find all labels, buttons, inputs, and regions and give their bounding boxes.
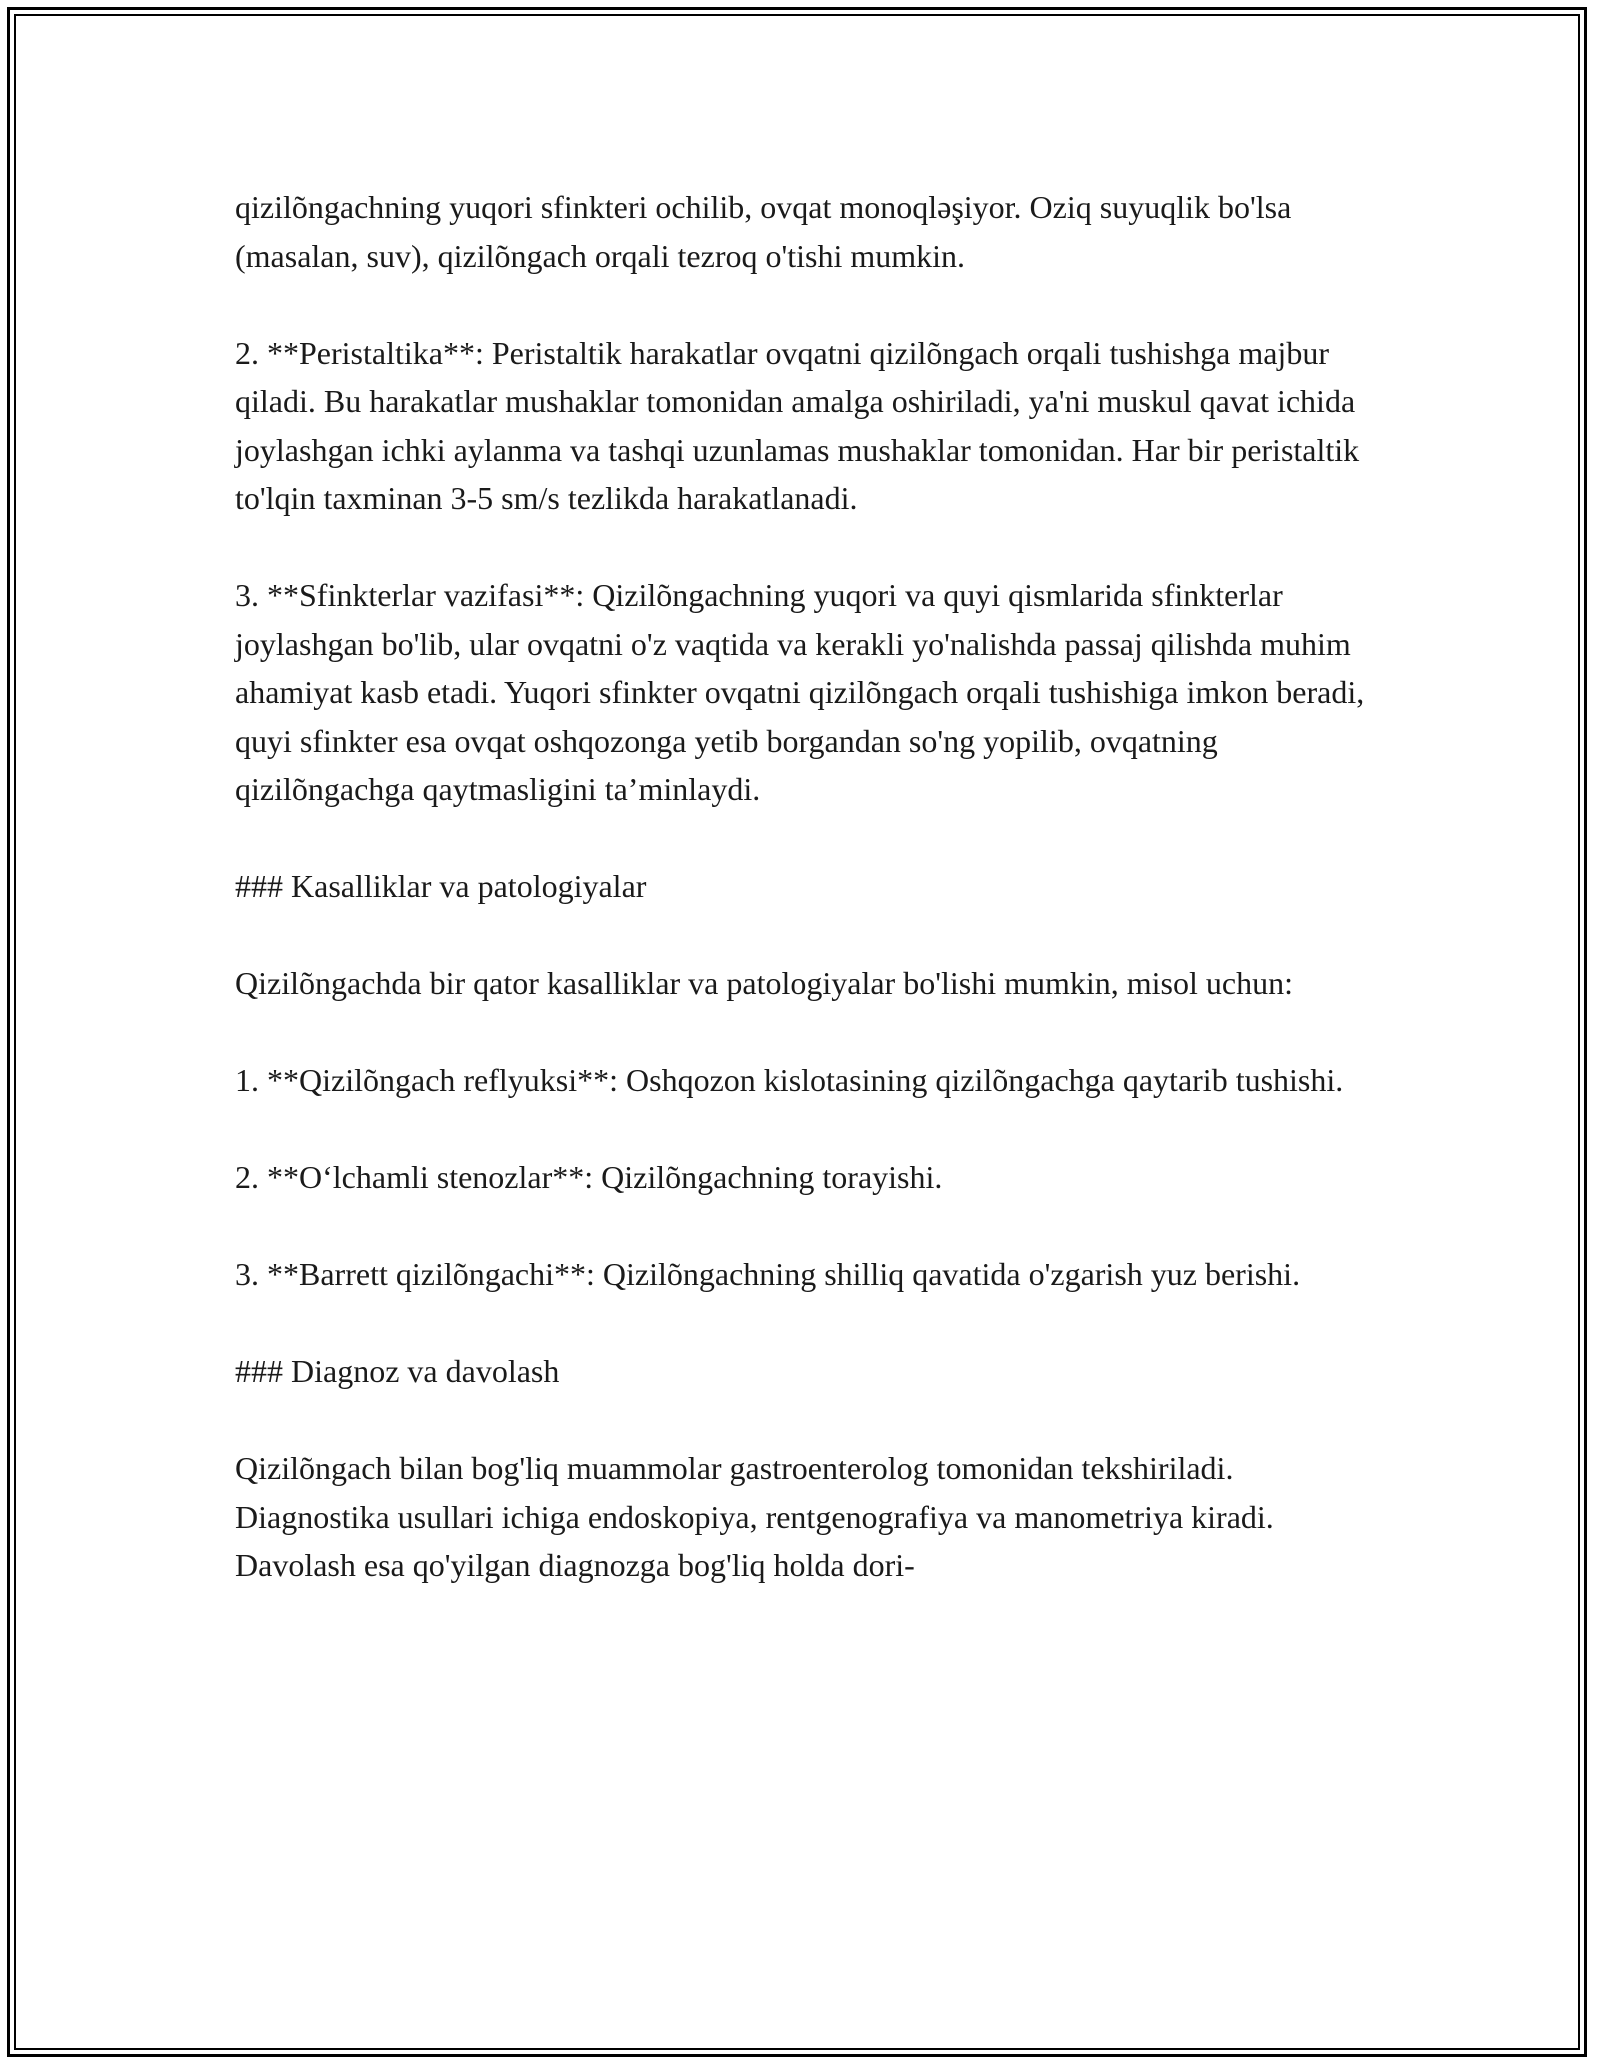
paragraph-kasalliklar-intro: Qizilõngachda bir qator kasalliklar va patologiyalar bo'lishi mumkin, misol uchun: (235, 965, 1293, 1001)
heading-kasalliklar: ### Kasalliklar va patologiyalar (235, 868, 647, 904)
heading-diagnoz: ### Diagnoz va davolash (235, 1353, 560, 1389)
paragraph-swallowing-continuation: qizilõngachning yuqori sfinkteri ochilib, ovqat monoqləşiyor. Oziq suyuqlik bo'lsa (masalan, suv), qizilõngach orqali tezroq o'tishi mumkin. (235, 189, 1292, 274)
list-item-stenozlar: 2. **O‘lchamli stenozlar**: Qizilõngachning torayishi. (235, 1159, 943, 1195)
document-body (235, 183, 1365, 1590)
list-item-barrett: 3. **Barrett qizilõngachi**: Qizilõngachning shilliq qavatida o'zgarish yuz berishi. (235, 1256, 1301, 1292)
list-item-sfinkterlar: 3. **Sfinkterlar vazifasi**: Qizilõngachning yuqori va quyi qismlarida sfinkterlar joylashgan bo'lib, ular ovqatni o'z vaqtida va kerakli yo'nalishda passaj qilishda muhim ahamiyat kasb etadi. Yuqori sfinkter ovqatni qizilõngach orqali tushishiga imkon beradi, quyi sfinkter esa ovqat oshqozonga yetib borgandan so'ng yopilib, ovqatning qizilõngachga qaytmasligini ta’minlaydi. (235, 577, 1365, 807)
list-item-reflyuks: 1. **Qizilõngach reflyuksi**: Oshqozon kislotasining qizilõngachga qaytarib tushishi. (235, 1062, 1344, 1098)
paragraph-diagnoz: Qizilõngach bilan bog'liq muammolar gastroenterolog tomonidan tekshiriladi. Diagnostika usullari ichiga endoskopiya, rentgenografiya va manometriya kiradi. Davolash esa qo'yilgan diagnozga bog'liq holda dori- (235, 1450, 1274, 1583)
list-item-peristaltika: 2. **Peristaltika**: Peristaltik harakatlar ovqatni qizilõngach orqali tushishga majbur qiladi. Bu harakatlar mushaklar tomonidan amalga oshiriladi, ya'ni muskul qavat ichida joylashgan ichki aylanma va tashqi uzunlamas mushaklar tomonidan. Har bir peristaltik to'lqin taxminan 3-5 sm/s tezlikda harakatlanadi. (235, 334, 1360, 516)
